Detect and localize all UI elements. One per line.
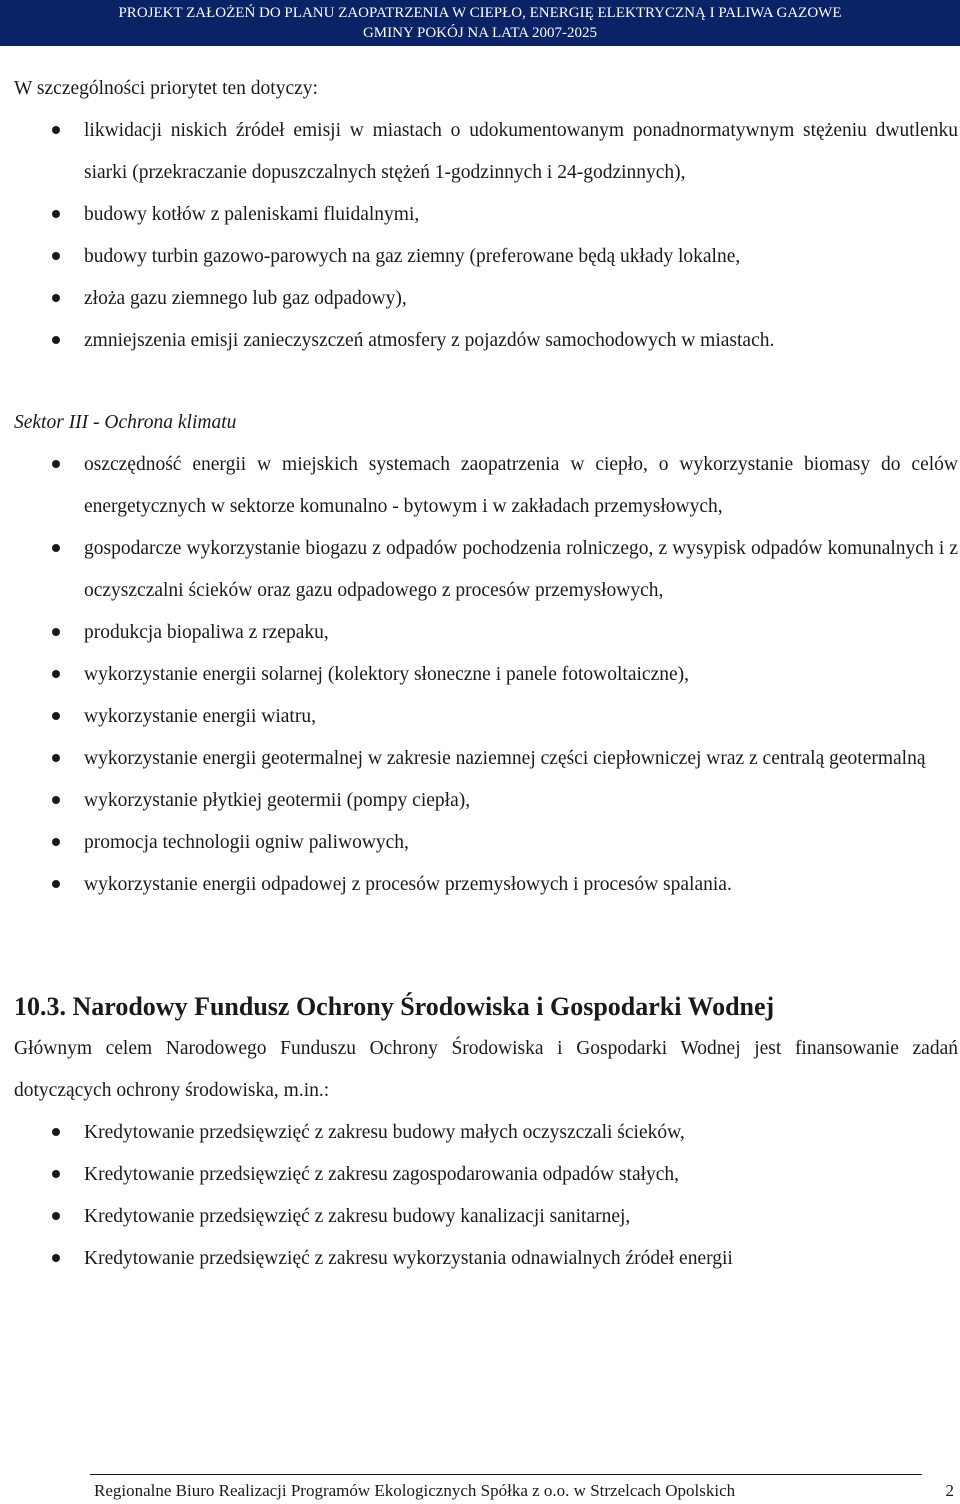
list-item: likwidacji niskich źródeł emisji w miastach o udokumentowanym ponadnormatywnym stężeniu dwutlenku siarki (przekraczanie dopuszczalnych stężeń 1-godzinnych i 24-godzinnych), xyxy=(14,110,958,194)
intro-paragraph: W szczególności priorytet ten dotyczy: xyxy=(14,78,318,99)
list-item: złoża gazu ziemnego lub gaz odpadowy), xyxy=(14,278,958,320)
footer-organization: Regionalne Biuro Realizacji Programów Ekologicznych Spółka z o.o. w Strzelcach Opolskich xyxy=(94,1481,736,1500)
list-item: promocja technologii ogniw paliwowych, xyxy=(14,822,958,864)
section-intro-paragraph: Głównym celem Narodowego Funduszu Ochrony Środowiska i Gospodarki Wodnej jest finansowanie zadań dotyczących ochrony środowiska, m.in.: xyxy=(14,1038,958,1101)
list-item: budowy turbin gazowo-parowych na gaz ziemny (preferowane będą układy lokalne, xyxy=(14,236,958,278)
list-item: zmniejszenia emisji zanieczyszczeń atmosfery z pojazdów samochodowych w miastach. xyxy=(14,320,958,362)
list-item: wykorzystanie energii geotermalnej w zakresie naziemnej części ciepłowniczej wraz z centralą geotermalną xyxy=(14,738,958,780)
priority-list xyxy=(14,110,958,362)
list-item: oszczędność energii w miejskich systemach zaopatrzenia w ciepło, o wykorzystanie biomasy do celów energetycznych w sektorze komunalno - bytowym i w zakładach przemysłowych, xyxy=(14,444,958,528)
page-number: 2 xyxy=(945,1481,954,1500)
list-item: wykorzystanie energii solarnej (kolektory słoneczne i panele fotowoltaiczne), xyxy=(14,654,958,696)
sector-heading: Sektor III - Ochrona klimatu xyxy=(14,412,237,433)
list-item: Kredytowanie przedsięwzięć z zakresu wykorzystania odnawialnych źródeł energii xyxy=(14,1238,958,1280)
header-title-line1: PROJEKT ZAŁOŻEŃ DO PLANU ZAOPATRZENIA W CIEPŁO, ENERGIĘ ELEKTRYCZNĄ I PALIWA GAZOWE xyxy=(118,5,842,21)
footer-rule xyxy=(90,1474,922,1475)
climate-list xyxy=(14,444,958,906)
document-footer xyxy=(0,1472,960,1503)
list-item: Kredytowanie przedsięwzięć z zakresu zagospodarowania odpadów stałych, xyxy=(14,1154,958,1196)
list-item: Kredytowanie przedsięwzięć z zakresu budowy kanalizacji sanitarnej, xyxy=(14,1196,958,1238)
list-item: Kredytowanie przedsięwzięć z zakresu budowy małych oczyszczali ścieków, xyxy=(14,1112,958,1154)
financing-list xyxy=(14,1112,958,1280)
header-title-line2: GMINY POKÓJ NA LATA 2007-2025 xyxy=(362,25,598,41)
list-item: gospodarcze wykorzystanie biogazu z odpadów pochodzenia rolniczego, z wysypisk odpadów komunalnych i z oczyszczalni ścieków oraz gazu odpadowego z procesów przemysłowych, xyxy=(14,528,958,612)
list-item: wykorzystanie energii odpadowej z procesów przemysłowych i procesów spalania. xyxy=(14,864,958,906)
list-item: wykorzystanie płytkiej geotermii (pompy ciepła), xyxy=(14,780,958,822)
page-content xyxy=(14,60,958,1280)
list-item: budowy kotłów z paleniskami fluidalnymi, xyxy=(14,194,958,236)
document-header xyxy=(0,0,960,46)
list-item: produkcja biopaliwa z rzepaku, xyxy=(14,612,958,654)
list-item: wykorzystanie energii wiatru, xyxy=(14,696,958,738)
section-heading: 10.3. Narodowy Fundusz Ochrony Środowiska i Gospodarki Wodnej xyxy=(14,992,775,1021)
